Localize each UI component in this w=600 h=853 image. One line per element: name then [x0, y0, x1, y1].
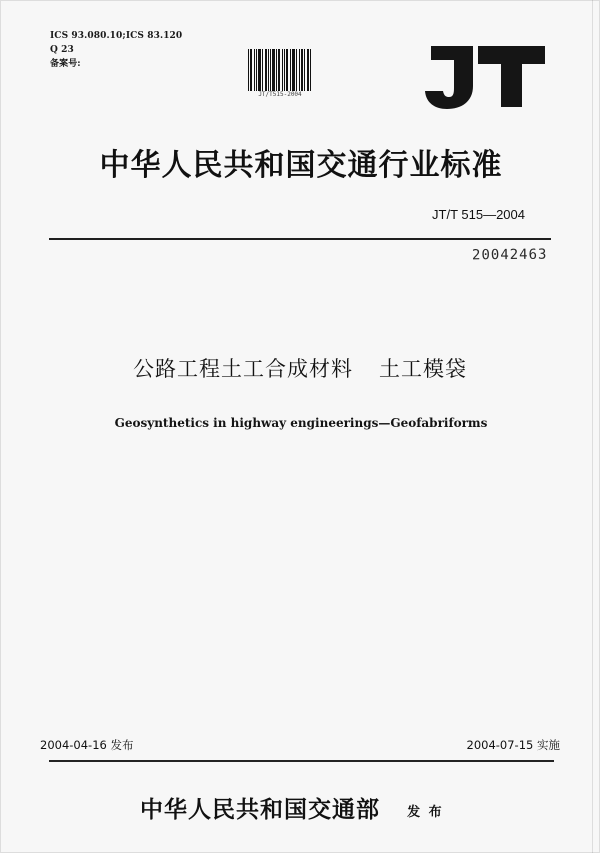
document-title-part2: 土工模袋	[379, 357, 467, 381]
publisher-line	[140, 791, 480, 824]
barcode-image	[247, 49, 313, 91]
document-metadata	[50, 29, 182, 71]
publisher-name: 中华人民共和国交通部	[140, 796, 380, 823]
record-number-label: 备案号:	[50, 59, 81, 69]
document-title-part1: 公路工程土工合成材料	[133, 357, 353, 381]
document-title	[60, 353, 540, 383]
ics-code: ICS 93.080.10;ICS 83.120	[50, 31, 183, 41]
registration-number: 20042463	[471, 246, 548, 264]
publisher-action: 发 布	[407, 805, 444, 820]
classification-code: Q 23	[50, 45, 74, 55]
english-title: Geosynthetics in highway engineerings—Geofabriforms	[114, 416, 488, 430]
jt-logo	[424, 42, 547, 110]
issue-date: 2004-04-16 发布	[40, 738, 134, 752]
header-divider	[49, 238, 551, 240]
barcode	[247, 49, 313, 103]
implementation-date: 2004-07-15 实施	[466, 738, 560, 752]
scan-edge	[592, 0, 593, 853]
barcode-text: JT/T515-2004	[258, 91, 302, 98]
industry-standard-title: 中华人民共和国交通行业标准	[99, 148, 503, 183]
footer-divider	[49, 760, 554, 762]
standard-number: JT/T 515—2004	[432, 207, 525, 222]
